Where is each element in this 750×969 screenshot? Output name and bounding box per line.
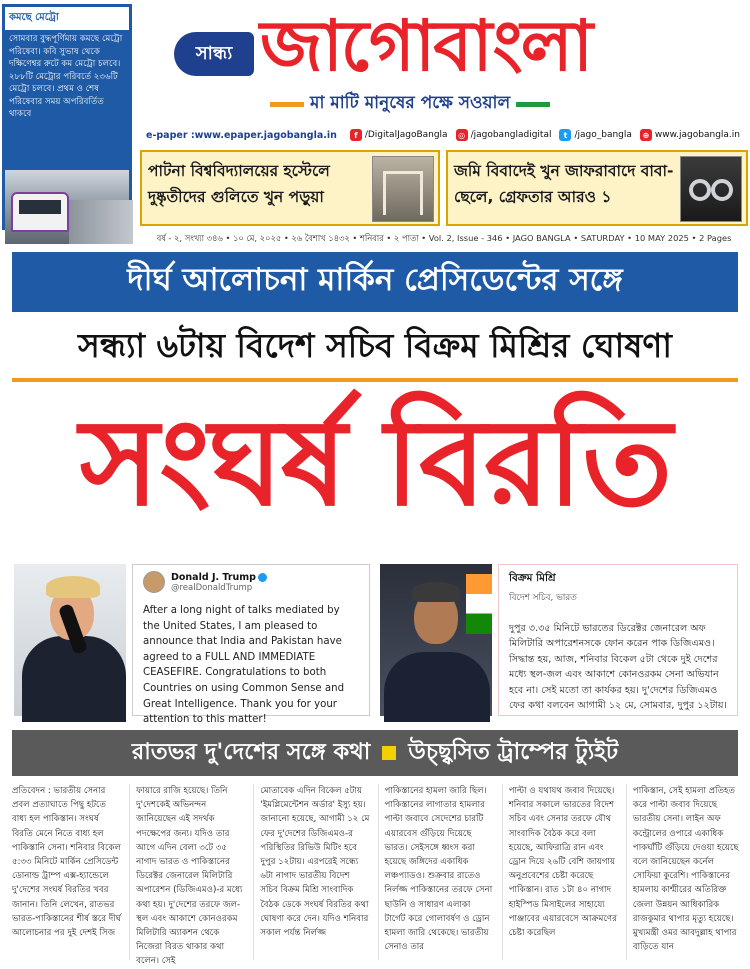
metro-car-shape — [11, 192, 69, 232]
globe-icon: ⊕ — [640, 129, 652, 141]
instagram-link[interactable] — [456, 129, 552, 141]
twitter-link[interactable] — [559, 129, 631, 141]
teaser-jafrabad[interactable] — [446, 150, 748, 226]
instagram-icon: ◎ — [456, 129, 468, 141]
main-headline: সংঘর্ষ বিরতি — [79, 393, 671, 533]
hostel-gate-photo — [372, 156, 434, 222]
verified-icon — [258, 573, 267, 582]
metro-platform-shape — [69, 200, 133, 244]
facebook-link[interactable] — [350, 129, 448, 141]
handcuffs-photo — [680, 156, 742, 222]
teaser-headline: জমি বিবাদেই খুন জাফরাবাদে বাবা-ছেলে, গ্রেফতার আরও ১ — [454, 162, 674, 206]
secondary-headline-right: উচ্ছ্বসিত ট্রাম্পের ট্যুইট — [408, 739, 619, 765]
article-columns — [12, 784, 742, 967]
twitter-icon: t — [559, 129, 571, 141]
quote-text: দুপুর ৩.৩৫ মিনিটে ভারতের ডিরেক্টর জেনারেল অফ মিলিটারি অপারেশনসকে ফোন করেন পাক ডিজিএমও। সিদ্ধান্ত হয়, আজ, শনিবার বিকেল ৫টা থেকে দুই দেশের মধ্যে স্থল-জল এবং আকাশে কোনওরকম সেনা অভিযান হবে না। সেই মতো তা কার্যকর হয়। দু'দেশের ডিজিএমও ফের কথা বলবেন আগামী ১২ মে, সোমবার, দুপুর ১২টায়। — [509, 623, 727, 712]
facebook-handle: /DigitalJagoBangla — [364, 130, 448, 140]
tagline-green-bar — [516, 102, 550, 107]
trump-photo — [14, 564, 126, 716]
banner-headline: দীর্ঘ আলোচনা মার্কিন প্রেসিডেন্টের সঙ্গে — [12, 252, 738, 312]
quote-speaker: বিক্রম মিশ্রি — [509, 572, 556, 584]
indian-flag-shape — [466, 574, 492, 634]
tagline-row — [270, 90, 550, 118]
dateline: বর্ষ - ২, সংখ্যা ৩৪৬ • ১০ মে, ২০২৫ • ২৬ বৈশাখ ১৪৩২ • শনিবার • ২ পাতা • Vol. 2, Issue - 346 • JAGO BANGLA • SATURDAY • 10 MAY 2025 • 2 Pages — [156, 233, 732, 243]
epaper-link[interactable]: e-paper :www.epaper.jagobangla.in — [146, 129, 337, 141]
separator-square — [382, 746, 396, 760]
website-url: www.jagobangla.in — [654, 130, 740, 140]
hair-shape — [412, 582, 460, 602]
newspaper-logo: জাগোবাংলা — [260, 4, 592, 87]
trump-tweet-card — [132, 564, 370, 726]
masthead-prefix: সান্ধ্য — [174, 32, 254, 76]
tagline: মা মাটি মানুষের পক্ষে সওয়াল — [310, 93, 511, 113]
article-column: পাল্টা ও যথাযথ জবাব দিয়েছে। শনিবার সকালে ভারতের বিদেশ সচিব এবং সেনার তরফে যৌথ সাংবাদিক বৈঠক করে বলা হয়েছে, আফিরাত্রি রান এবং ড্রোন দিয়ে ২৬টি বেশি জায়গায় অনুপ্রবেশের চেষ্টা করেছে পাকিস্তান। রাত ১টা ৪০ নাগাদ হাইস্পিড মিসাইলের সাহায্যে পাঞ্জাবের এয়ারবেসে আক্রমণের চেষ্টা করেছিল — [502, 784, 618, 960]
quote-role: বিদেশ সচিব, ভারত — [509, 593, 577, 603]
misri-photo — [380, 564, 492, 716]
metro-news-title: কমছে মেট্রো — [5, 7, 129, 30]
tweet-handle: @realDonaldTrump — [171, 582, 253, 593]
instagram-handle: /jagobangladigital — [470, 130, 552, 140]
tweet-text: After a long night of talks mediated by the United States, I am pleased to announce that India and Pakistan have agreed to a FULL AND IMMEDIATE CEASEFIRE. Congratulations to both Countries on using Common Sense and Great Intelligence. Thank you for your attention to this matter! — [143, 605, 345, 726]
suit-shape — [384, 652, 490, 722]
facebook-icon: f — [350, 129, 362, 141]
article-column: ফায়ারে রাজি হয়েছে। তিনি দু'দেশকেই অভিনন্দন জানিয়েছেন এই সদর্থক পদক্ষেপের জন্য। যদিও তার আগে এদিন বেলা ৩টে ৩৫ নাগাদ ভারত ও পাকিস্তানের ডিরেক্টর জেনারেল মিলিটারি অপারেশন (ডিজিএমও)-র মধ্যে কথা হয়। দু'দেশের তরফে জল-স্থল এবং আকাশে কোনওরকম মিলিটারি অ্যাকশন থেকে নিজেরা বিরত থাকার কথা বলেন। সেই — [129, 784, 245, 960]
masthead — [140, 4, 748, 124]
misri-quote-card — [498, 564, 738, 716]
tweet-header — [143, 571, 359, 593]
links-row — [140, 124, 748, 146]
gate-shape — [383, 171, 423, 215]
hair-shape — [46, 576, 100, 598]
handcuff-icon — [711, 179, 733, 201]
teaser-headline: পাটনা বিশ্ববিদ্যালয়ের হস্টেলে দুষ্কৃতীদের গুলিতে খুন পড়ুয়া — [148, 162, 330, 206]
article-column: পাকিস্তানের হামলা জারি ছিল। পাকিস্তানের লাগাতার হামলার পাল্টা জবাবে সেদেশের চারটি এয়ারবেস গুঁড়িয়ে দিয়েছে ভারত। সেইসঙ্গে ধ্বংস করা হয়েছে জঙ্গিদের একাধিক লঞ্চপ্যাডও। শুক্রবার রাতেও নির্লজ্জ পাকিস্তানের তরফে সেনা ছাউনি ও সাধারণ এলাকা টার্গেট করে গোলাবর্ষণ ও ড্রোন হামলা জারি থেকেছে। ভারতীয় সেনাও তার — [378, 784, 494, 960]
metro-train-photo — [5, 170, 129, 244]
website-link[interactable] — [640, 129, 740, 141]
secondary-headline — [12, 730, 738, 776]
article-column: প্রতিবেদন : ভারতীয় সেনার প্রবল প্রত্যাঘাতে পিছু হটতে বাধ্য হল পাকিস্তান। সংঘর্ষ বিরতি মেনে নিতে বাধ্য হল পাকিস্তানি সেনা। শনিবার বিকেল ৫:৩৩ মিনিটে মার্কিন প্রেসিডেন্ট ডোনাল্ড ট্রাম্প এক্স-হ্যান্ডেলে দু'দেশের সংঘর্ষ বিরতির খবর জানান। তিনি লেখেন, রাতভর ভারত-পাকিস্তানের শীর্ষ স্তরে দীর্ঘ আলোচনার পর দুই দেশই সিজ — [12, 786, 122, 939]
handcuff-icon — [689, 179, 711, 201]
article-column: মোতাবেক এদিন বিকেল ৫টায় 'ইমপ্লিমেন্টেশন অর্ডার' ইস্যু হয়। জানানো হয়েছে, আগামী ১২ মে ফের দু'দেশের ডিজিএমও-র পরিস্থিতির রিভিউ মিটিং হবে দুপুর ১২টায়। এরপরেই সন্ধ্যে ৬টা নাগাদ ভারতীয় বিদেশ সচিব বিক্রম মিশ্রি সাংবাদিক বৈঠক ডেকে সংঘর্ষ বিরতির কথা ঘোষণা করে দেন। যদিও শনিবার সকাল পর্যন্ত নির্লজ্জ — [253, 784, 369, 960]
twitter-handle: /jago_bangla — [574, 130, 632, 140]
teaser-patna[interactable] — [140, 150, 440, 226]
metro-news-body: সোমবার বুদ্ধপূর্ণিমায় কমছে মেট্রো পরিষেবা। কবি সুভাষ থেকে দক্ষিণেশ্বর রুটে কম মেট্রো চলবে। ২৮৮টি মেট্রোর পরিবর্তে ২৩৬টি মেট্রো চলবে। প্রথম ও শেষ পরিষেবার সময় অপরিবর্তিত থাকবে — [5, 30, 129, 170]
secondary-headline-left: রাতভর দু'দেশের সঙ্গে কথা — [131, 739, 371, 765]
avatar — [143, 571, 165, 593]
sub-headline: সন্ধ্যা ৬টায় বিদেশ সচিব বিক্রম মিশ্রির ঘোষণা — [78, 326, 672, 365]
tagline-orange-bar — [270, 102, 304, 107]
metro-news-box — [2, 4, 132, 230]
tweet-author: Donald J. Trump — [171, 572, 267, 583]
article-column: পাকিস্তান, সেই হামলা প্রতিহত করে পাল্টা জবাব দিয়েছে ভারতীয় সেনা। লাইন অফ কন্ট্রোলের ওপারে একাধিক পাকঘাঁটি গুঁড়িয়ে দেওয়া হয়েছে বলে জানিয়েছেন কর্নেল সোফিয়া কুরেশি। পাকিস্তানের হামলায় কাশ্মীরের অতিরিক্ত জেলা উন্নয়ন আধিকারিক রাজকুমার থাপার মৃত্যু হয়েছে। মুখ্যমন্ত্রী ওমর আবদুল্লাহ থাপার বাড়িতে যান — [626, 784, 742, 960]
